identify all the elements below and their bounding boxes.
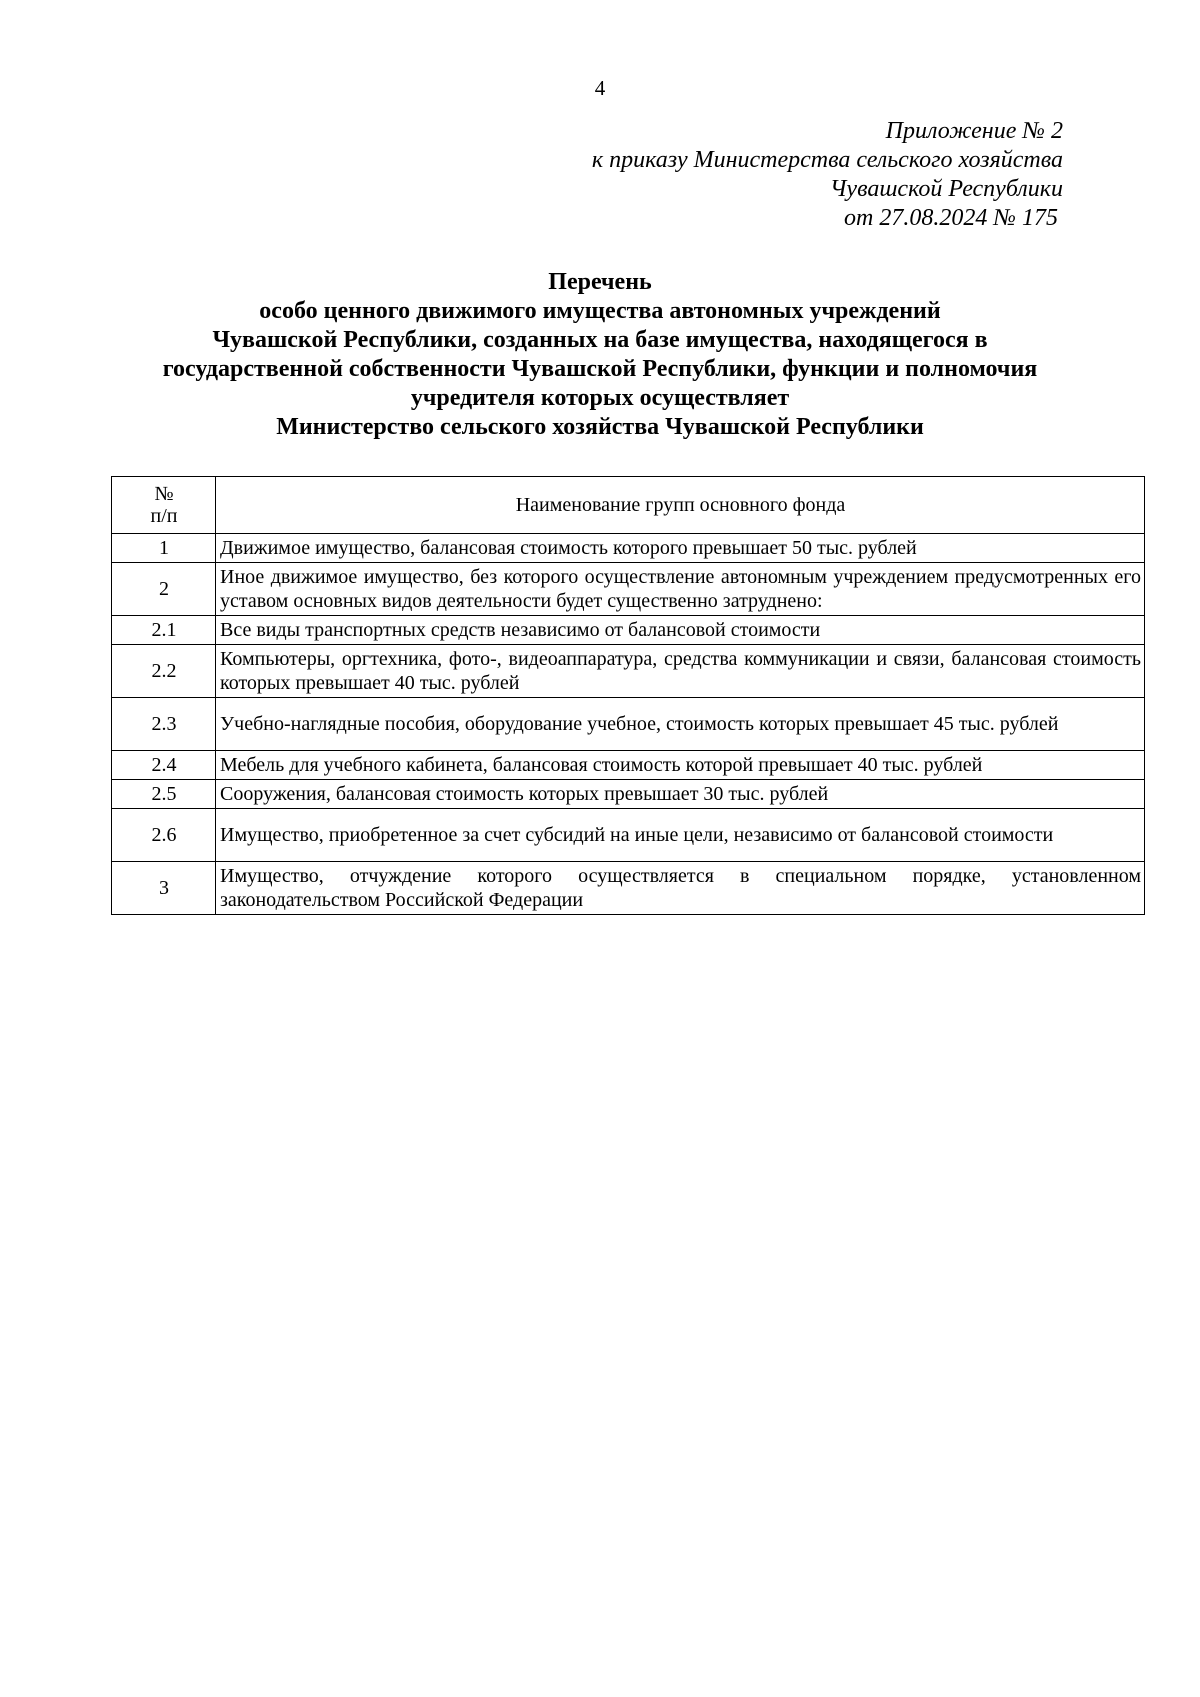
title-line-5: учредителя которых осуществляет — [410, 385, 790, 411]
row-number: 1 — [112, 534, 216, 563]
title-line-2: особо ценного движимого имущества автономных учреждений — [259, 298, 941, 324]
row-name: Учебно-наглядные пособия, оборудование учебное, стоимость которых превышает 45 тыс. рублей — [216, 698, 1145, 751]
header-number-abbr: п/п — [150, 505, 178, 527]
header-name: Наименование групп основного фонда — [216, 477, 1145, 534]
document-title — [0, 268, 1200, 442]
appendix-line-4: от 27.08.2024 № 175 — [844, 205, 1058, 231]
table-row — [112, 563, 1145, 616]
row-number: 2.2 — [112, 645, 216, 698]
row-number: 2.3 — [112, 698, 216, 751]
row-name: Имущество, отчуждение которого осуществляется в специальном порядке, установленном законодательством Российской Федерации — [216, 862, 1145, 915]
table-header-row — [112, 477, 1145, 534]
table-row — [112, 645, 1145, 698]
table-row — [112, 534, 1145, 563]
row-name: Сооружения, балансовая стоимость которых превышает 30 тыс. рублей — [216, 780, 1145, 809]
row-number: 2.6 — [112, 809, 216, 862]
header-number-sign: № — [154, 483, 174, 505]
row-number: 3 — [112, 862, 216, 915]
table-row — [112, 616, 1145, 645]
row-name: Иное движимое имущество, без которого осуществление автономным учреждением предусмотренных его уставом основных видов деятельности будет существенно затруднено: — [216, 563, 1145, 616]
table-row — [112, 862, 1145, 915]
row-name: Компьютеры, оргтехника, фото-, видеоаппаратура, средства коммуникации и связи, балансовая стоимость которых превышает 40 тыс. рублей — [216, 645, 1145, 698]
appendix-line-2: к приказу Министерства сельского хозяйства — [591, 147, 1063, 173]
row-name: Мебель для учебного кабинета, балансовая стоимость которой превышает 40 тыс. рублей — [216, 751, 1145, 780]
row-name: Все виды транспортных средств независимо от балансовой стоимости — [216, 616, 1145, 645]
page-number: 4 — [594, 76, 606, 100]
title-line-4: государственной собственности Чувашской Республики, функции и полномочия — [162, 356, 1038, 382]
table-row — [112, 780, 1145, 809]
row-number: 2.1 — [112, 616, 216, 645]
row-name: Движимое имущество, балансовая стоимость которого превышает 50 тыс. рублей — [216, 534, 1145, 563]
fund-groups-table — [111, 476, 1145, 915]
header-number — [112, 477, 216, 534]
row-name: Имущество, приобретенное за счет субсидий на иные цели, независимо от балансовой стоимости — [216, 809, 1145, 862]
row-number: 2 — [112, 563, 216, 616]
title-line-3: Чувашской Республики, созданных на базе имущества, находящегося в — [212, 327, 988, 353]
row-number: 2.5 — [112, 780, 216, 809]
appendix-line-3: Чувашской Республики — [829, 176, 1063, 202]
table-row — [112, 698, 1145, 751]
appendix-line-1: Приложение № 2 — [885, 118, 1063, 144]
appendix-reference — [592, 117, 1063, 233]
title-line-6: Министерство сельского хозяйства Чувашской Республики — [276, 414, 924, 440]
table-row — [112, 809, 1145, 862]
table-row — [112, 751, 1145, 780]
title-line-1: Перечень — [548, 269, 652, 295]
row-number: 2.4 — [112, 751, 216, 780]
